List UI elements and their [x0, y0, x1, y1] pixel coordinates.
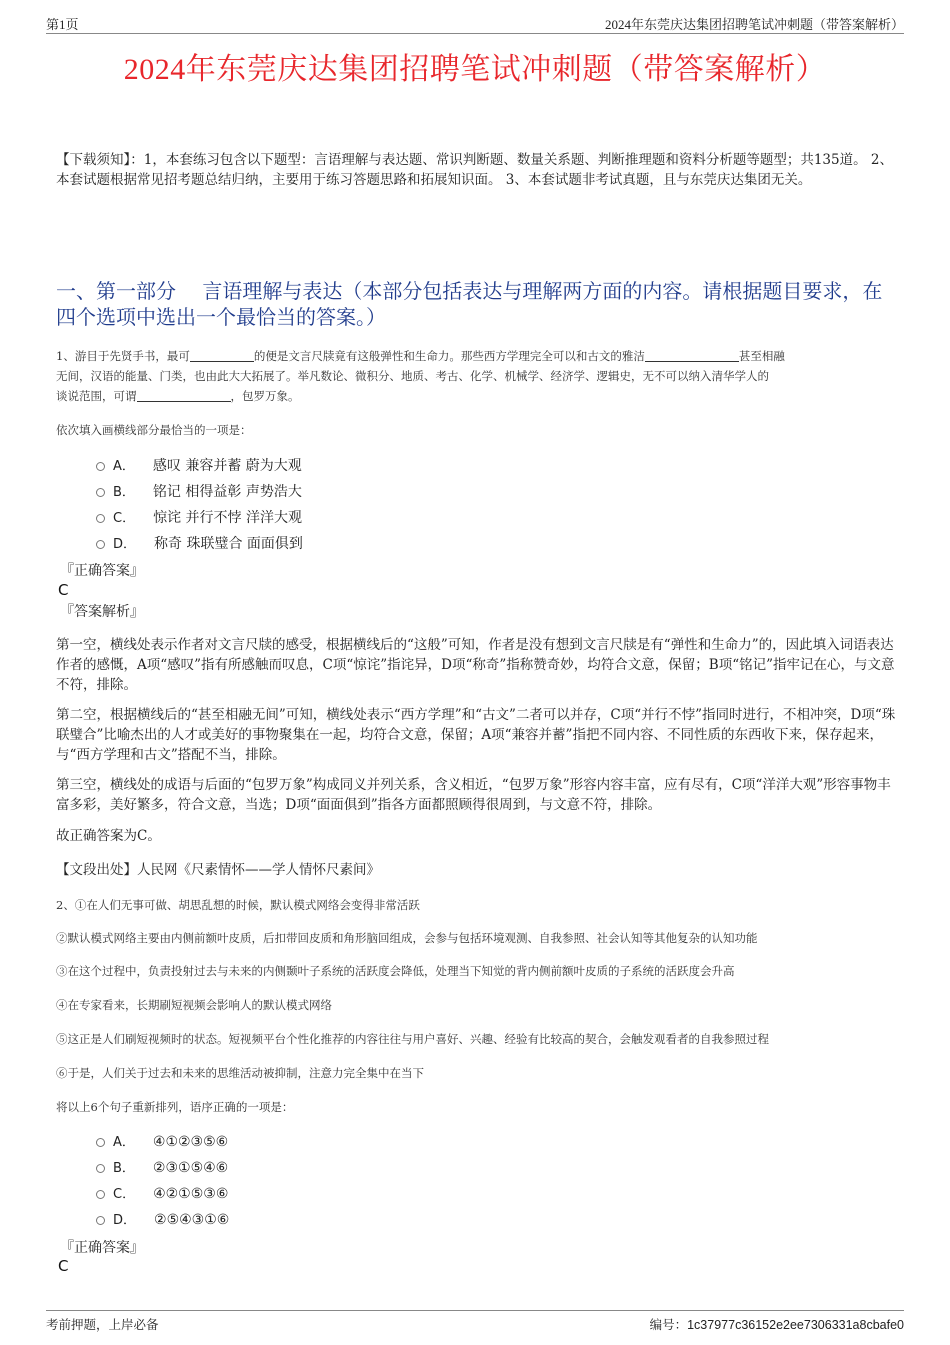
page-title: 2024年东莞庆达集团招聘笔试冲刺题（带答案解析） [123, 53, 827, 86]
q2-sentence-1: 2、①在人们无事可做、胡思乱想的时候，默认模式网络会变得非常活跃 [56, 898, 420, 912]
q1-source: 【文段出处】人民网《尺素情怀——学人情怀尺素间》 [56, 862, 380, 878]
q2-answer-value: C [58, 1257, 69, 1275]
q1-stem-line1: 1、游目于先贤手书，最可 的便是文言尺牍竟有这般弹性和生命力。那些西方学理完全可以和古文的雅洁 甚至相融 [56, 349, 785, 363]
footer-slogan: 考前押题，上岸必备 [46, 1318, 159, 1332]
q1-option-d[interactable]: D． 称奇 珠联璧合 面面俱到 [96, 534, 303, 555]
q2-option-a[interactable]: A． ④①②③⑤⑥ [96, 1132, 228, 1153]
radio-icon[interactable] [96, 462, 105, 471]
q1-analysis-paragraph-2: 第二空，根据横线后的“甚至相融无间”可知，横线处表示“西方学理”和“古文”二者可以并存，C项“并行不悖”指同时进行，不相冲突，D项“珠联璧合”比喻杰出的人才或美好的事物聚集在一起，均符合文意，保留；A项“兼容并蓄”指把不同内容、不同性质的东西收下来，保存起来，与“西方学理和古文”搭配不当，排除。 [56, 707, 896, 763]
footer-divider [46, 1310, 904, 1311]
radio-icon[interactable] [96, 1164, 105, 1173]
q1-blank-3 [137, 389, 231, 402]
q1-analysis-paragraph-1: 第一空，横线处表示作者对文言尺牍的感受，根据横线后的“这般”可知，作者是没有想到文言尺牍是有“弹性和生命力”的，因此填入词语表达作者的感慨，A项“感叹”指有所感触而叹息，C项“惊诧”指诧异，D项“称奇”指称赞奇妙，均符合文意，保留；B项“铭记”指牢记在心，与文意不符，排除。 [56, 637, 895, 693]
radio-icon[interactable] [96, 1138, 105, 1147]
section-heading: 一、第一部分 言语理解与表达（本部分包括表达与理解两方面的内容。请根据题目要求，在四个选项中选出一个最恰当的答案。） [56, 279, 883, 329]
q2-sentence-5: ⑤这正是人们刷短视频时的状态。短视频平台个性化推荐的内容往往与用户喜好、兴趣、经验有比较高的契合，会触发观看者的自我参照过程 [56, 1032, 769, 1046]
q2-prompt: 将以上6个句子重新排列，语序正确的一项是： [56, 1100, 294, 1114]
q2-sentence-4: ④在专家看来，长期刷短视频会影响人的默认模式网络 [56, 998, 332, 1012]
q1-analysis-conclusion: 故正确答案为C。 [56, 828, 161, 844]
radio-icon[interactable] [96, 540, 105, 549]
q2-sentence-2: ②默认模式网络主要由内侧前额叶皮质，后扣带回皮质和角形脑回组成，会参与包括环境观测、自我参照、社会认知等其他复杂的认知功能 [56, 931, 758, 945]
q1-blank-1 [190, 349, 254, 362]
q2-option-c[interactable]: C． ④②①⑤③⑥ [96, 1184, 228, 1205]
radio-icon[interactable] [96, 1190, 105, 1199]
header-doc-title: 2024年东莞庆达集团招聘笔试冲刺题（带答案解析） [604, 17, 904, 32]
q1-answer-label: 『正确答案』 [60, 563, 144, 579]
q1-option-b[interactable]: B． 铭记 相得益彰 声势浩大 [96, 482, 302, 503]
q1-stem-line3: 谈说范围，可谓 ，包罗万象。 [56, 389, 300, 403]
q2-sentence-6: ⑥于是，人们关于过去和未来的思维活动被抑制，注意力完全集中在当下 [56, 1066, 424, 1080]
q1-blank-2 [645, 349, 739, 362]
q1-option-c[interactable]: C． 惊诧 并行不悖 洋洋大观 [96, 508, 302, 529]
q1-stem-line2: 无间，汉语的能量、门类，也由此大大拓展了。举凡数论、微积分、地质、考古、化学、机械学、经济学、逻辑史，无不可以纳入清华学人的 [56, 369, 769, 383]
radio-icon[interactable] [96, 514, 105, 523]
q1-option-a[interactable]: A． 感叹 兼容并蓄 蔚为大观 [96, 456, 302, 477]
download-notice: 【下载须知】：1，本套练习包含以下题型：言语理解与表达题、常识判断题、数量关系题、判断推理题和资料分析题等题型；共135道。 2、本套试题根据常见招考题总结归纳，主要用于练习答题思路和拓展知识面。 3、本套试题非考试真题，且与东莞庆达集团无关。 [56, 152, 893, 188]
q2-answer-label: 『正确答案』 [60, 1240, 144, 1256]
q1-prompt: 依次填入画横线部分最恰当的一项是： [56, 423, 252, 437]
header-divider [46, 33, 904, 34]
q1-analysis-label: 『答案解析』 [60, 604, 144, 620]
q2-option-d[interactable]: D． ②⑤④③①⑥ [96, 1210, 229, 1231]
footer-code: 编号：1c37977c36152e2ee7306331a8cbafe0 [649, 1318, 904, 1332]
q2-option-b[interactable]: B． ②③①⑤④⑥ [96, 1158, 228, 1179]
radio-icon[interactable] [96, 488, 105, 497]
radio-icon[interactable] [96, 1216, 105, 1225]
header-page-number: 第1页 [46, 17, 79, 32]
q1-answer-value: C [58, 581, 69, 599]
q1-analysis-paragraph-3: 第三空，横线处的成语与后面的“包罗万象”构成同义并列关系，含义相近，“包罗万象”形容内容丰富，应有尽有，C项“洋洋大观”形容事物丰富多彩，美好繁多，符合文意，当选；D项“面面俱到”指各方面都照顾得很周到，与文意不符，排除。 [56, 777, 891, 813]
q2-sentence-3: ③在这个过程中，负责投射过去与未来的内侧颞叶子系统的活跃度会降低，处理当下知觉的背内侧前额叶皮质的子系统的活跃度会升高 [56, 964, 735, 978]
